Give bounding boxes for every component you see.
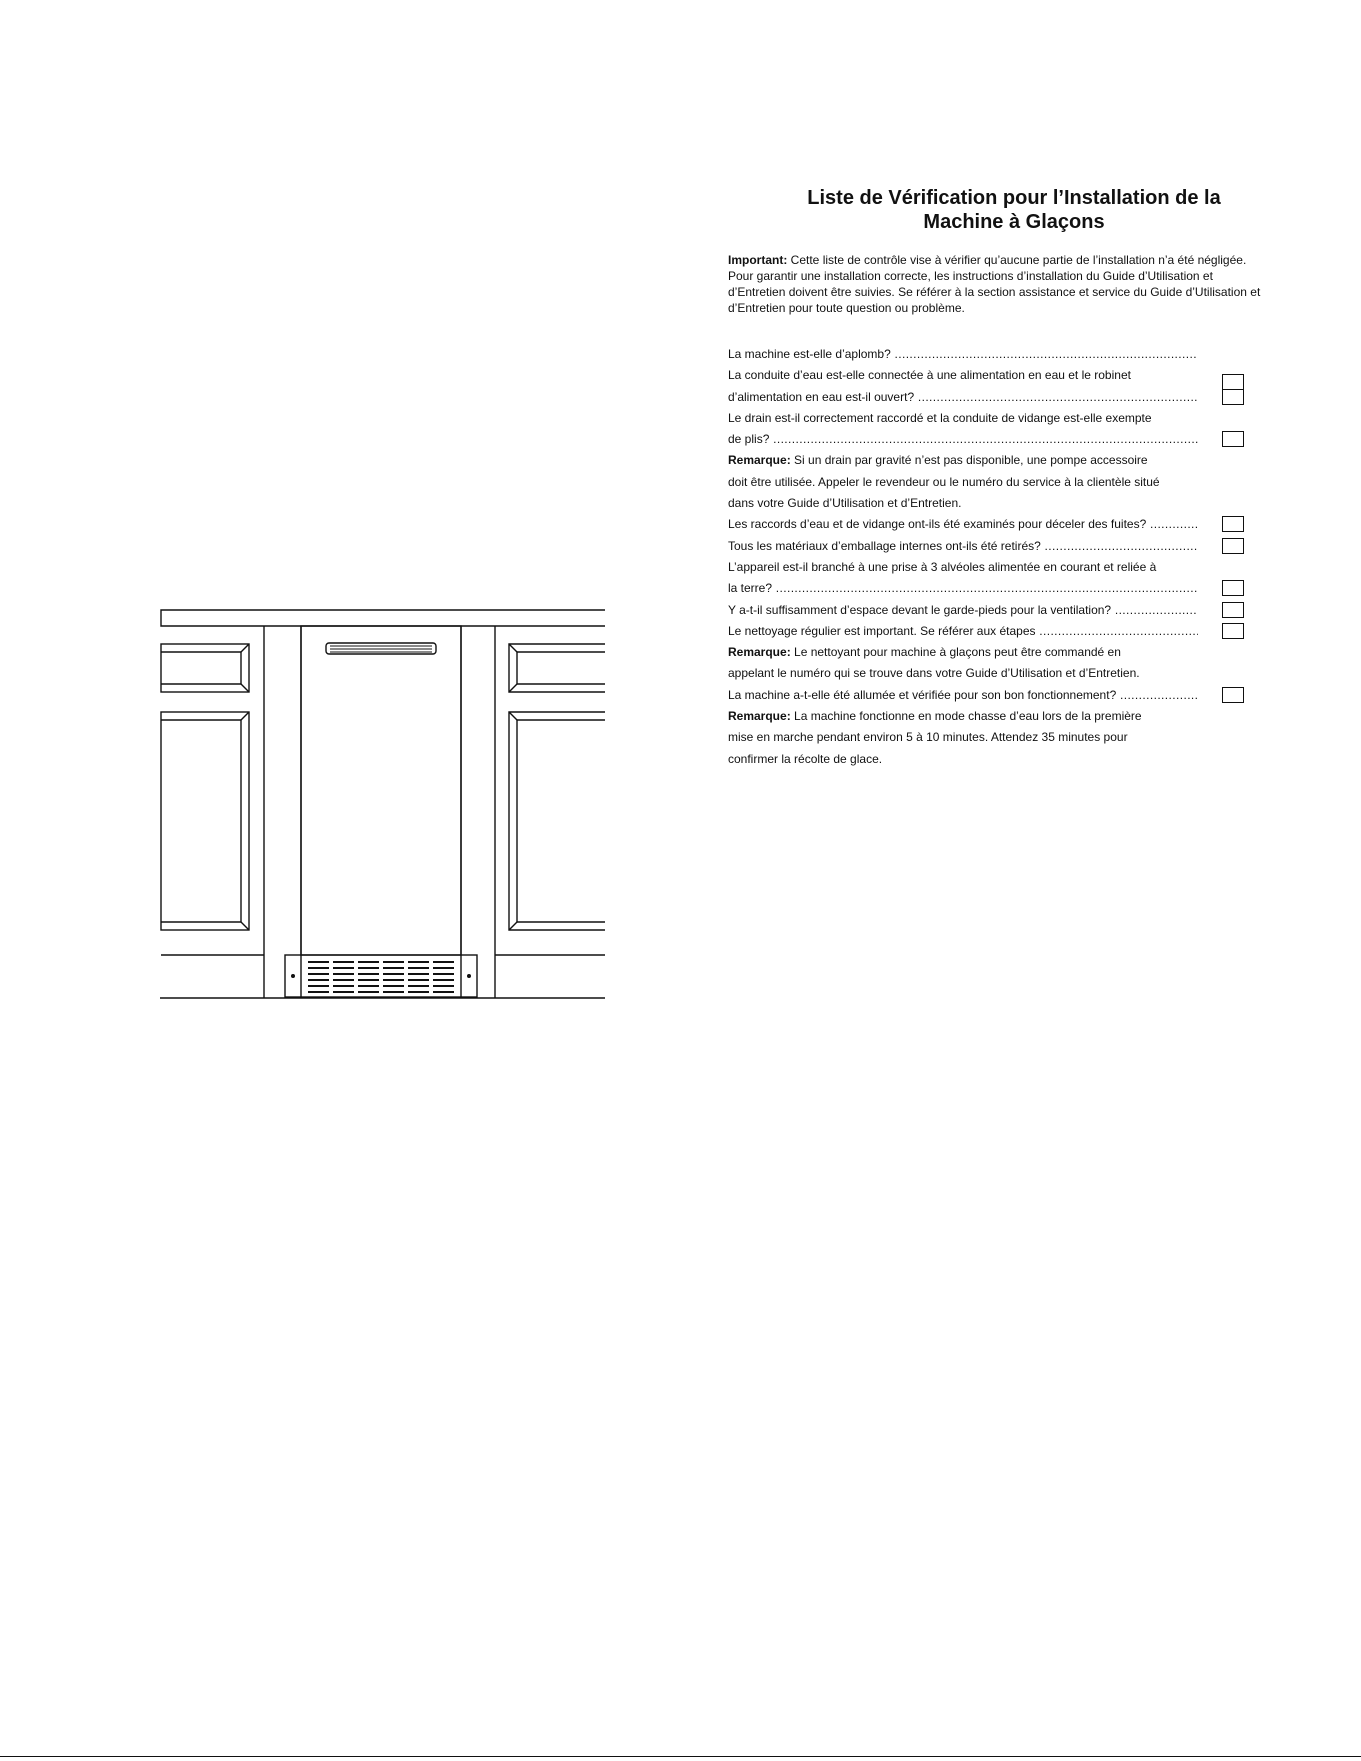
checkbox[interactable] [1222, 516, 1244, 532]
checklist-line-text: doit être utilisée. Appeler le revendeur ou le numéro du service à la clientèle situé [728, 474, 1160, 489]
checklist-line-text: appelant le numéro qui se trouve dans votre Guide d’Utilisation et d’Entretien. [728, 666, 1140, 681]
checklist-line [728, 365, 1198, 386]
checklist-line [728, 578, 1198, 599]
checkbox[interactable] [1222, 538, 1244, 554]
checklist-line-text: mise en marche pendant environ 5 à 10 minutes. Attendez 35 minutes pour [728, 730, 1128, 745]
checklist-line-text: la terre? [728, 581, 773, 596]
checklist-line [728, 450, 1198, 471]
checklist-line-text: Le drain est-il correctement raccordé et la conduite de vidange est-elle exempte [728, 410, 1152, 425]
ice-machine-illustration [150, 600, 610, 1010]
checklist-line-text: La machine a-t-elle été allumée et vérifiée pour son bon fonctionnement? [728, 687, 1117, 702]
checklist-line [728, 387, 1198, 408]
checklist-line-text: Si un drain par gravité n’est pas disponible, une pompe accessoire [794, 453, 1148, 468]
checklist-line-text: Le nettoyage régulier est important. Se référer aux étapes [728, 623, 1036, 638]
checklist-line [728, 344, 1198, 365]
footer-rule [0, 1756, 1361, 1757]
checklist-line [728, 706, 1198, 727]
checklist-line-text: d’alimentation en eau est-il ouvert? [728, 389, 915, 404]
checklist-line [728, 429, 1198, 450]
checklist-line [728, 557, 1198, 578]
installation-checklist [728, 186, 1264, 770]
intro-text: Cette liste de contrôle vise à vérifier qu’aucune partie de l’installation n’a été négligée. Pour garantir une installation correcte, les instructions d’installation du Guide d’Utilisation et d’Entretien doivent être suivies. Se référer à la section assistance et service du Guide d’Utilisation et d’Entretien pour toute question ou problème. [728, 253, 1261, 315]
checkbox[interactable] [1222, 687, 1244, 703]
checklist-line [728, 727, 1198, 748]
checklist-line [728, 663, 1198, 684]
checkbox[interactable] [1222, 389, 1244, 405]
checklist-line [728, 621, 1198, 642]
checklist-line-text: Y a-t-il suffisamment d’espace devant le garde-pieds pour la ventilation? [728, 602, 1112, 617]
checklist-items [728, 344, 1198, 770]
title-line-2: Machine à Glaçons [923, 211, 1105, 233]
checklist-line [728, 472, 1198, 493]
checklist-line [728, 536, 1198, 557]
checklist-line-text: Le nettoyant pour machine à glaçons peut être commandé en [794, 645, 1121, 660]
checklist-line-text: L’appareil est-il branché à une prise à 3 alvéoles alimentée en courant et reliée à [728, 559, 1157, 574]
note-label: Remarque: [728, 645, 791, 660]
checklist-line-text: La conduite d’eau est-elle connectée à une alimentation en eau et le robinet [728, 368, 1131, 383]
checkbox[interactable] [1222, 431, 1244, 447]
checklist-line [728, 514, 1198, 535]
checklist-line-text: dans votre Guide d’Utilisation et d’Entretien. [728, 496, 962, 511]
intro-paragraph [728, 252, 1264, 316]
checklist-line-text: de plis? [728, 432, 770, 447]
checklist-line-text: Les raccords d’eau et de vidange ont-ils été examinés pour déceler des fuites? [728, 517, 1147, 532]
checklist-line [728, 493, 1198, 514]
checklist-title [746, 186, 1282, 234]
checkbox[interactable] [1222, 580, 1244, 596]
checklist-line [728, 642, 1198, 663]
checkbox[interactable] [1222, 623, 1244, 639]
checkbox[interactable] [1222, 374, 1244, 390]
checklist-line-text: confirmer la récolte de glace. [728, 751, 883, 766]
checklist-line-text: La machine est-elle d’aplomb? [728, 347, 891, 361]
checklist-line [728, 685, 1198, 706]
intro-label: Important: [728, 253, 788, 267]
note-label: Remarque: [728, 453, 791, 468]
checklist-line [728, 749, 1198, 770]
checklist-line-text: La machine fonctionne en mode chasse d’eau lors de la première [794, 709, 1142, 724]
note-label: Remarque: [728, 709, 791, 724]
title-line-1: Liste de Vérification pour l’Installation de la [807, 187, 1221, 209]
checklist-line [728, 408, 1198, 429]
checklist-line-text: Tous les matériaux d’emballage internes ont-ils été retirés? [728, 538, 1041, 553]
checklist-line [728, 600, 1198, 621]
checkbox[interactable] [1222, 602, 1244, 618]
